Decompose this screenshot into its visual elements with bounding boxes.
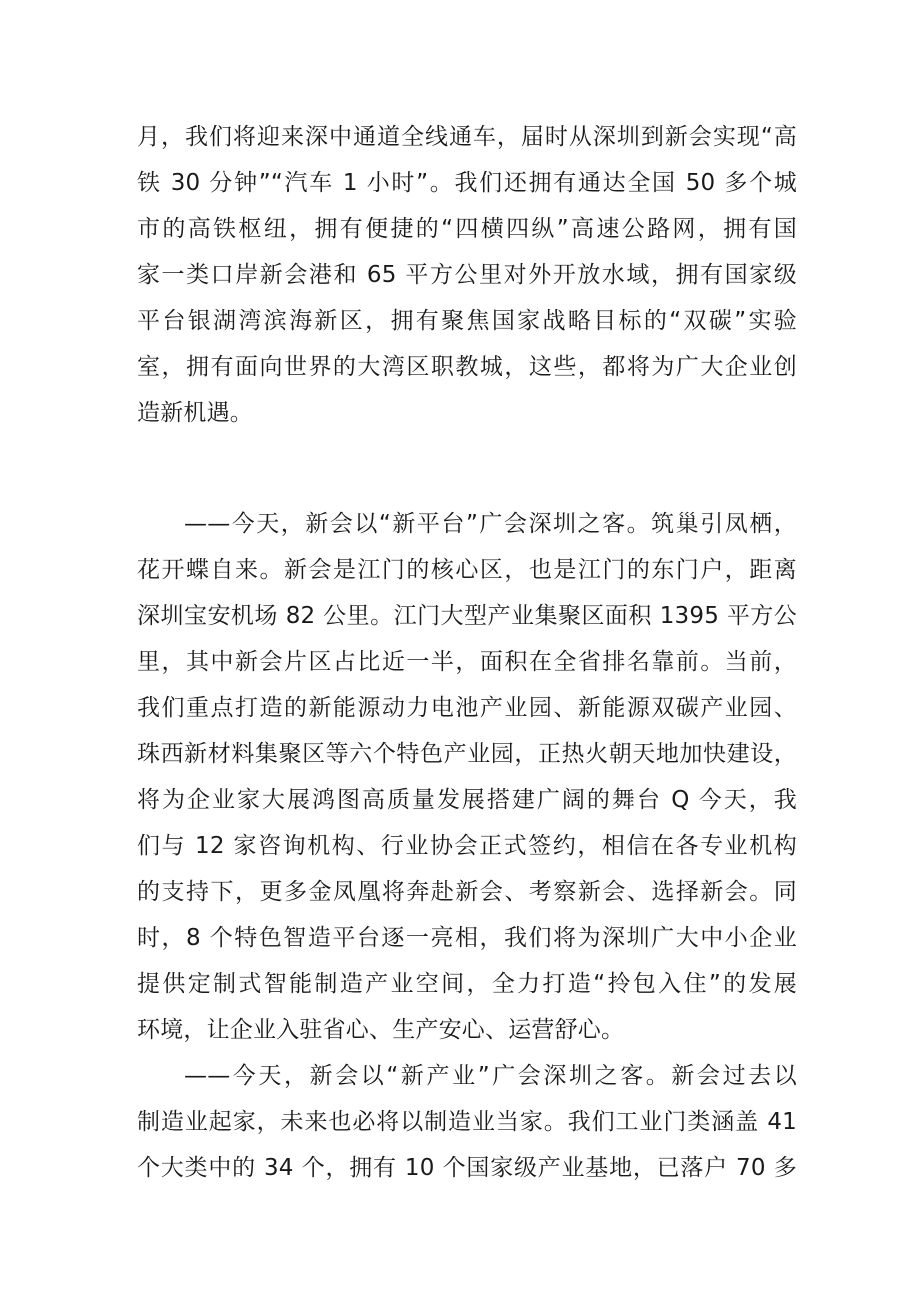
paragraph-3-line-2: 制造业起家，未来也必将以制造业当家。我们工业门类涵盖 41 — [137, 1109, 797, 1135]
paragraph-1-line-5: 平台银湖湾滨海新区，拥有聚焦国家战略目标的“双碳”实验 — [137, 308, 797, 334]
paragraph-2-line-11: 提供定制式智能制造产业空间，全力打造“拎包入住”的发展 — [137, 971, 797, 997]
paragraph-2-line-2: 花开蝶自来。新会是江门的核心区，也是江门的东门户，距离 — [137, 557, 797, 583]
paragraph-1-line-3: 市的高铁枢纽，拥有便捷的“四横四纵”高速公路网，拥有国 — [137, 216, 797, 242]
paragraph-3-line-3: 个大类中的 34 个，拥有 10 个国家级产业基地，已落户 70 多 — [137, 1155, 797, 1181]
paragraph-2-line-12: 环境，让企业入驻省心、生产安心、运营舒心。 — [137, 1017, 625, 1043]
paragraph-3-line-1: ——今天，新会以“新产业”广会深圳之客。新会过去以 — [184, 1063, 797, 1089]
paragraph-2-line-5: 我们重点打造的新能源动力电池产业园、新能源双碳产业园、 — [137, 695, 797, 721]
paragraph-2-line-7: 将为企业家大展鸿图高质量发展搭建广阔的舞台 Q 今天，我 — [137, 787, 797, 813]
paragraph-2-line-6: 珠西新材料集聚区等六个特色产业园，正热火朝天地加快建设， — [137, 741, 797, 767]
paragraph-2-line-1: ——今天，新会以“新平台”广会深圳之客。筑巢引凤栖， — [184, 511, 797, 537]
paragraph-1-line-4: 家一类口岸新会港和 65 平方公里对外开放水域，拥有国家级 — [137, 262, 797, 288]
paragraph-2-line-4: 里，其中新会片区占比近一半，面积在全省排名靠前。当前， — [137, 649, 797, 675]
paragraph-2-line-3: 深圳宝安机场 82 公里。江门大型产业集聚区面积 1395 平方公 — [137, 603, 797, 629]
paragraph-2-line-8: 们与 12 家咨询机构、行业协会正式签约，相信在各专业机构 — [137, 833, 797, 859]
paragraph-1-line-2: 铁 30 分钟”“汽车 1 小时”。我们还拥有通达全国 50 多个城 — [137, 170, 797, 196]
paragraph-1-line-1: 月，我们将迎来深中通道全线通车，届时从深圳到新会实现“高 — [137, 124, 797, 150]
paragraph-2-line-9: 的支持下，更多金凤凰将奔赴新会、考察新会、选择新会。同 — [137, 879, 797, 905]
paragraph-2-line-10: 时，8 个特色智造平台逐一亮相，我们将为深圳广大中小企业 — [137, 925, 797, 951]
paragraph-1-line-7: 造新机遇。 — [137, 400, 253, 426]
paragraph-1-line-6: 室，拥有面向世界的大湾区职教城，这些，都将为广大企业创 — [137, 354, 797, 380]
